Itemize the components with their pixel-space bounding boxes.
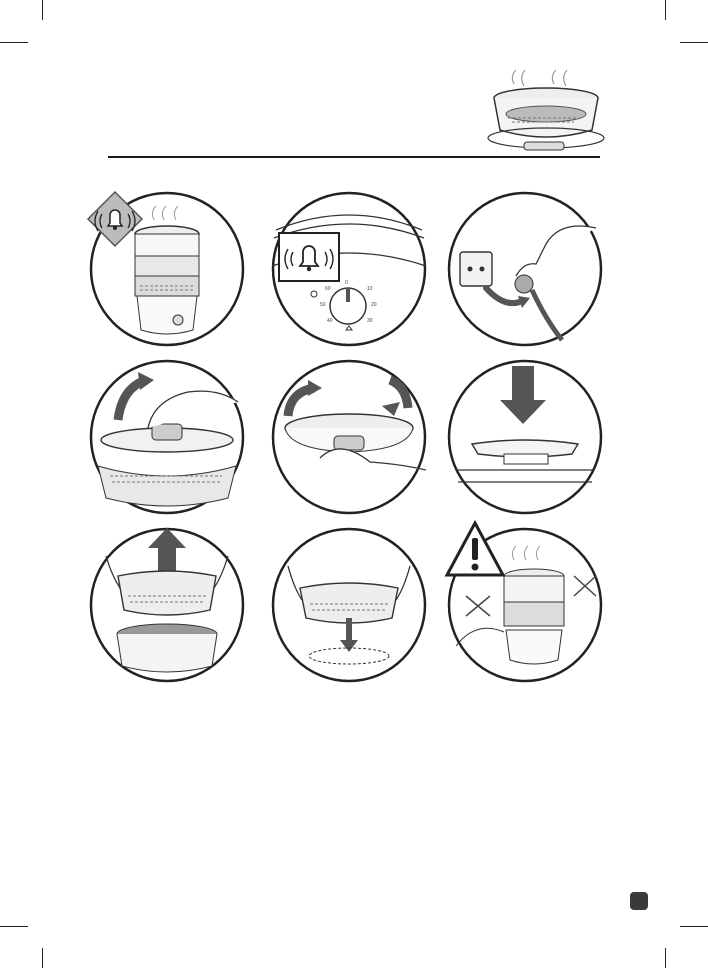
timer-tick-label: 30: [367, 318, 373, 324]
crop-mark: [42, 0, 43, 20]
alarm-diamond-icon: [86, 190, 144, 248]
crop-mark: [0, 42, 28, 43]
timer-tick-label: 50: [320, 302, 326, 308]
step-unplug: [446, 190, 604, 348]
timer-tick-label: 40: [327, 318, 333, 324]
step-place-bowl-on-lid: [270, 526, 428, 684]
crop-mark: [0, 926, 28, 927]
step-turn-lid: [270, 358, 428, 516]
section-divider: [108, 156, 600, 158]
crop-mark: [680, 926, 708, 927]
steamer-bowl-illustration: [484, 68, 608, 154]
step-lift-bowl: [88, 526, 246, 684]
timer-tick-label: 60: [325, 286, 331, 292]
timer-tick-label: 0: [345, 280, 348, 286]
step-drip-tray-down: [446, 358, 604, 516]
step-lift-lid: [88, 358, 246, 516]
timer-tick-label: 20: [371, 302, 377, 308]
warning-triangle-icon: [444, 520, 506, 578]
crop-mark: [680, 42, 708, 43]
crop-mark: [665, 0, 666, 20]
page-tab-marker: [630, 892, 648, 910]
timer-tick-label: 10: [367, 286, 373, 292]
bell-ringing-icon: [278, 232, 340, 282]
crop-mark: [665, 948, 666, 968]
crop-mark: [42, 948, 43, 968]
